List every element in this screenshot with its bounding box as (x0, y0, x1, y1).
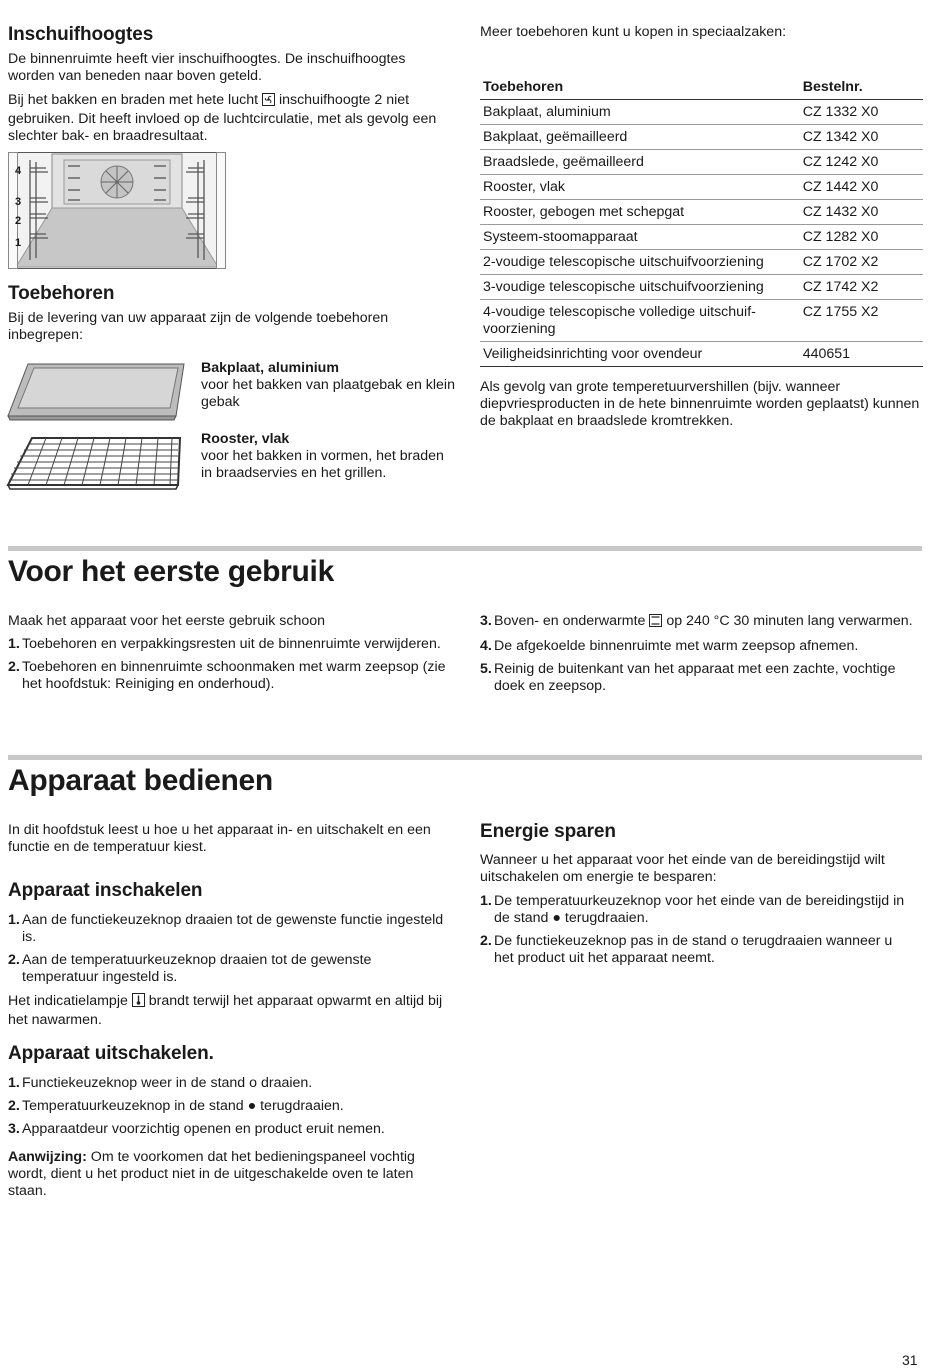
table-cell: CZ 1702 X2 (800, 250, 923, 275)
grid-rack-illustration (6, 435, 186, 491)
oven-levels-illustration (8, 152, 226, 269)
eerste-steps-left (8, 636, 448, 699)
inschakelen-steps (8, 912, 448, 992)
inschuif-paragraph-1: De binnenruimte heeft vier inschuifhoogtes. De inschuifhoogtes worden van beneden naar boven geteld. (8, 51, 406, 84)
accessory-name: Rooster, vlak (201, 431, 290, 447)
step-text-before: Boven- en onderwarmte (494, 613, 646, 629)
table-cell: CZ 1755 X2 (800, 300, 923, 342)
step-text: De afgekoelde binnenruimte met warm zeepsop afnemen. (494, 638, 859, 654)
table-cell: Braadslede, geëmailleerd (480, 150, 800, 175)
note-label: Aanwijzing: (8, 1149, 87, 1165)
table-row (480, 250, 923, 275)
step-text-after: terugdraaien. (260, 1098, 344, 1114)
inschuif-p2-after: inschuifhoogte 2 niet gebruiken. Dit heeft invloed op de luchtcirculatie, met als gevolg een slechter bak- en braadresultaat. (8, 92, 437, 144)
step-text: Toebehoren en binnenruimte schoonmaken met warm zeepsop (zie het hoofdstuk: Reiniging en onderhoud). (22, 659, 446, 692)
lamp-text-after: brandt terwijl het apparaat opwarmt en altijd bij het nawarmen. (8, 993, 443, 1028)
table-cell: CZ 1282 X0 (800, 225, 923, 250)
bedienen-intro: In dit hoofdstuk leest u hoe u het apparaat in- en uitschakelt en een functie en de temperatuur kiest. (8, 822, 431, 855)
uitschakelen-steps (8, 1075, 448, 1144)
step-text-after: op 240 °C 30 minuten lang verwarmen. (666, 613, 913, 629)
step-number: 3. (8, 1121, 20, 1137)
meer-toebehoren-intro: Meer toebehoren kunt u kopen in speciaalzaken: (480, 24, 787, 40)
step-number: 3. (480, 613, 492, 629)
page-number: 31 (902, 1352, 918, 1368)
step-text-after: terugdraaien. (564, 910, 649, 926)
table-row (480, 225, 923, 250)
step-number: 2. (480, 933, 492, 949)
chapter-title-eerste-gebruik: Voor het eerste gebruik (8, 555, 334, 588)
energie-steps (480, 893, 915, 973)
table-cell: Bakplaat, aluminium (480, 100, 800, 125)
step-number: 4. (480, 638, 492, 654)
aanwijzing-note (8, 1149, 438, 1200)
section-title-uitschakelen: Apparaat uitschakelen. (8, 1043, 214, 1064)
step-text: Apparaatdeur voorzichtig openen en product eruit nemen. (22, 1121, 385, 1137)
list-item (8, 1098, 448, 1115)
step-number: 1. (8, 636, 20, 652)
list-item (8, 659, 448, 693)
toebehoren-intro: Bij de levering van uw apparaat zijn de volgende toebehoren inbegrepen: (8, 310, 389, 343)
list-item (8, 636, 448, 653)
step-number: 1. (8, 1075, 20, 1091)
section-title-toebehoren: Toebehoren (8, 283, 115, 304)
thermometer-icon (132, 993, 145, 1012)
step-number: 1. (480, 893, 492, 909)
warp-warning-note: Als gevolg van grote temperetuurvershillen (bijv. wanneer diepvriesproducten in de hete binnenruimte worden geplaatst) kunnen de bakplaat en braadslede kromtrekken. (480, 379, 920, 429)
step-text: De functiekeuzeknop pas in de stand o terugdraaien wanneer u het product uit het apparaat neemt. (494, 933, 893, 966)
step-number: 2. (8, 1098, 20, 1114)
table-cell: Rooster, gebogen met schepgat (480, 200, 800, 225)
filled-dot-icon: ● (247, 1098, 257, 1114)
table-row (480, 175, 923, 200)
table-header: Bestelnr. (800, 75, 923, 100)
step-number: 1. (8, 912, 20, 928)
table-row (480, 200, 923, 225)
eerste-intro: Maak het apparaat voor het eerste gebruik schoon (8, 613, 326, 629)
inschuif-p2-before: Bij het bakken en braden met hete lucht (8, 92, 259, 108)
accessory-desc: voor het bakken in vormen, het braden in braadservies en het grillen. (201, 448, 444, 481)
indicator-lamp-paragraph (8, 993, 453, 1029)
step-text: Functiekeuzeknop weer in de stand o draaien. (22, 1075, 313, 1091)
step-text: Aan de functiekeuzeknop draaien tot de gewenste functie ingesteld is. (22, 912, 444, 945)
list-item (480, 661, 915, 695)
list-item (480, 638, 915, 655)
inschuif-paragraph-2 (8, 92, 453, 145)
level-label-4: 4 (15, 165, 22, 177)
list-item (8, 1075, 448, 1092)
table-cell: CZ 1442 X0 (800, 175, 923, 200)
list-item (8, 912, 448, 946)
table-cell: CZ 1742 X2 (800, 275, 923, 300)
step-number: 2. (8, 952, 20, 968)
level-label-2: 2 (15, 215, 22, 227)
accessories-table-wrap (480, 75, 923, 367)
table-row (480, 342, 923, 367)
note-text: Om te voorkomen dat het bedieningspaneel vochtig wordt, dient u het product niet in de uitgeschakelde oven te laten staan. (8, 1149, 415, 1199)
accessory-item-rooster (201, 431, 451, 482)
chapter-title-bedienen: Apparaat bedienen (8, 764, 273, 797)
step-text-before: Temperatuurkeuzeknop in de stand (22, 1098, 244, 1114)
table-header: Toebehoren (480, 75, 800, 100)
step-text: Toebehoren en verpakkingsresten uit de binnenruimte verwijderen. (22, 636, 441, 652)
filled-dot-icon: ● (552, 910, 561, 926)
table-cell: 2-voudige telescopische uitschuifvoorziening (480, 250, 800, 275)
list-item (480, 613, 915, 632)
energie-intro: Wanneer u het apparaat voor het einde van de bereidingstijd wilt uitschakelen om energie te besparen: (480, 852, 885, 885)
list-item (480, 893, 915, 927)
table-cell: CZ 1242 X0 (800, 150, 923, 175)
step-text: Aan de temperatuurkeuzeknop draaien tot de gewenste temperatuur ingesteld is. (22, 952, 372, 985)
table-row (480, 150, 923, 175)
table-header-row (480, 75, 923, 100)
table-cell: 3-voudige telescopische uitschuifvoorziening (480, 275, 800, 300)
section-title-energie: Energie sparen (480, 821, 616, 842)
accessory-name: Bakplaat, aluminium (201, 360, 339, 376)
table-cell: CZ 1332 X0 (800, 100, 923, 125)
accessories-table (480, 75, 923, 367)
accessory-desc: voor het bakken van plaatgebak en klein gebak (201, 377, 455, 410)
lamp-text-before: Het indicatielampje (8, 993, 128, 1009)
table-cell: Systeem-stoomapparaat (480, 225, 800, 250)
eerste-steps-right (480, 613, 915, 701)
level-label-1: 1 (15, 237, 22, 249)
list-item (480, 933, 915, 967)
chapter-divider (8, 755, 922, 760)
step-number: 2. (8, 659, 20, 675)
table-row (480, 275, 923, 300)
table-cell: Rooster, vlak (480, 175, 800, 200)
level-label-3: 3 (15, 196, 22, 208)
table-row (480, 100, 923, 125)
hot-air-icon (262, 93, 275, 111)
step-text-before: De temperatuurkeuzeknop voor het einde van de bereidingstijd in de stand (494, 893, 905, 926)
list-item (8, 1121, 448, 1138)
table-cell: 4-voudige telescopische volledige uitschuif-voorziening (480, 300, 800, 342)
baking-tray-illustration (6, 360, 186, 422)
section-title-inschuifhoogtes: Inschuifhoogtes (8, 24, 154, 45)
step-number: 5. (480, 661, 492, 677)
accessory-item-bakplaat (201, 360, 456, 411)
table-cell: Bakplaat, geëmailleerd (480, 125, 800, 150)
step-text: Reinig de buitenkant van het apparaat met een zachte, vochtige doek en zeepsop. (494, 661, 896, 694)
table-cell: 440651 (800, 342, 923, 367)
table-cell: CZ 1432 X0 (800, 200, 923, 225)
top-bottom-heat-icon (649, 614, 662, 632)
table-row (480, 300, 923, 342)
section-title-inschakelen: Apparaat inschakelen (8, 880, 203, 901)
table-cell: Veiligheidsinrichting voor ovendeur (480, 342, 800, 367)
list-item (8, 952, 448, 986)
chapter-divider (8, 546, 922, 551)
table-row (480, 125, 923, 150)
table-cell: CZ 1342 X0 (800, 125, 923, 150)
